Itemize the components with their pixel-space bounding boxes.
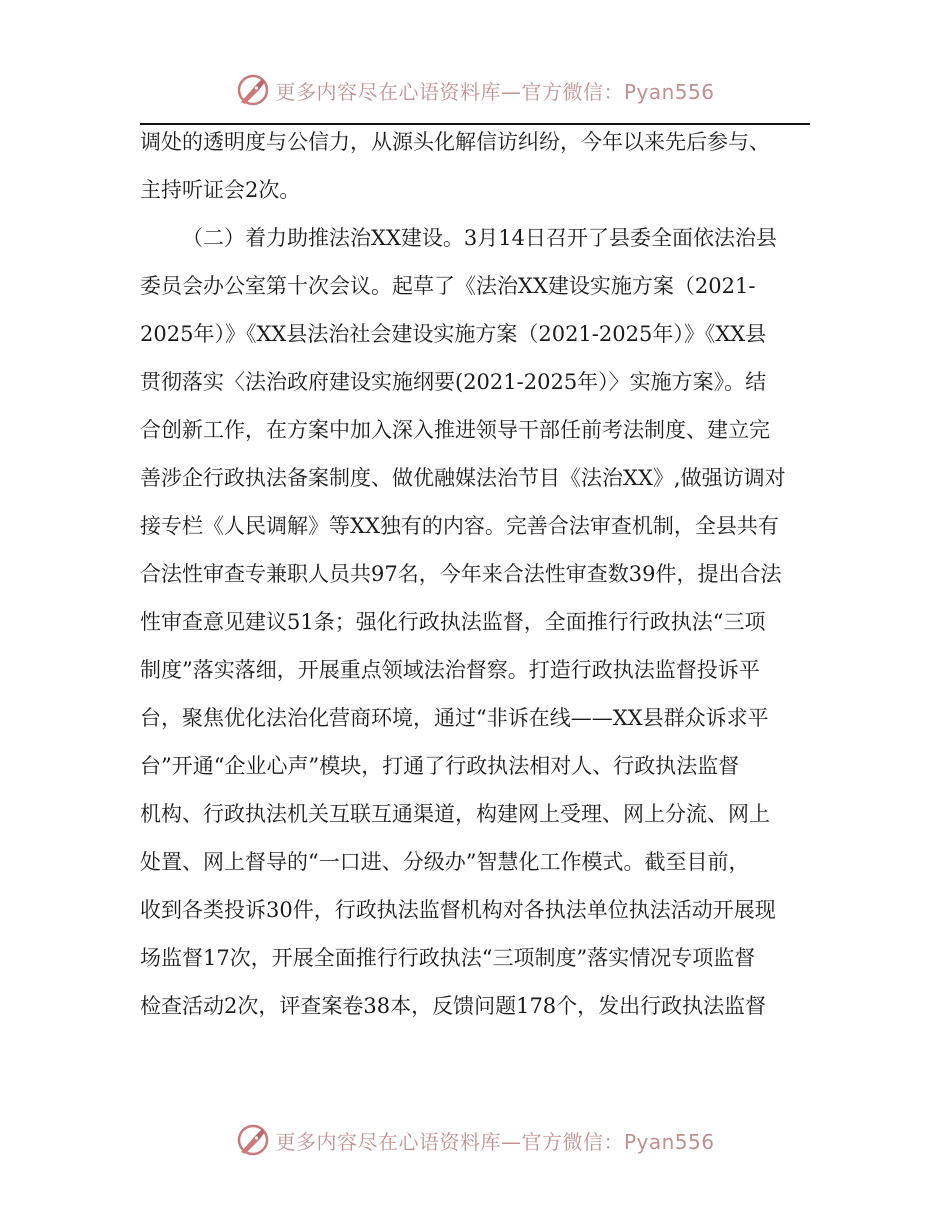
pen-nib-logo-icon (235, 1122, 271, 1158)
text-line: 接专栏《人民调解》等XX独有的内容。完善合法审查机制，全县共有 (140, 514, 779, 538)
text-line: 主持听证会2次。 (140, 178, 301, 202)
text-line: 调处的透明度与公信力，从源头化解信访纠纷，今年以来先后参与、 (140, 130, 770, 154)
text-line: 收到各类投诉30件，行政执法监督机构对各执法单位执法活动开展现 (140, 898, 776, 922)
document-body (140, 122, 810, 1034)
watermark-text: 更多内容尽在心语资料库—官方微信：Pyan556 (275, 1129, 715, 1154)
text-line: 委员会办公室第十次会议。起草了《法治XX建设实施方案（2021- (140, 274, 756, 298)
text-line: 机构、行政执法机关互联互通渠道，构建网上受理、网上分流、网上 (140, 802, 770, 826)
paragraph-heading-line: （二）着力助推法治XX建设。3月14日召开了县委全面依法治县 (182, 226, 777, 250)
text-line: 合法性审查专兼职人员共97名，今年来合法性审查数39件，提出合法 (140, 562, 782, 586)
text-line: 处置、网上督导的“一口进、分级办”智慧化工作模式。截至目前， (140, 850, 750, 874)
pen-nib-logo-icon (235, 72, 271, 108)
text-line: 贯彻落实〈法治政府建设实施纲要(2021-2025年）〉实施方案》。结 (140, 370, 767, 394)
text-line: 善涉企行政执法备案制度、做优融媒法治节目《法治XX》,做强访调对 (140, 466, 786, 490)
header-watermark (0, 70, 950, 110)
text-line: 性审查意见建议51条；强化行政执法监督，全面推行行政执法“三项 (140, 610, 766, 634)
text-line: 检查活动2次，评查案卷38本，反馈问题178个，发出行政执法监督 (140, 994, 767, 1018)
text-line: 2025年）》《XX县法治社会建设实施方案（2021-2025年）》《XX县 (140, 322, 767, 346)
footer-watermark (0, 1120, 950, 1160)
text-line: 台，聚焦优化法治化营商环境，通过“非诉在线——XX县群众诉求平 (140, 706, 769, 730)
text-line: 台”开通“企业心声”模块，打通了行政执法相对人、行政执法监督 (140, 754, 740, 778)
text-line: 合创新工作，在方案中加入深入推进领导干部任前考法制度、建立完 (140, 418, 770, 442)
text-line: 场监督17次，开展全面推行行政执法“三项制度”落实情况专项监督 (140, 946, 756, 970)
watermark-text: 更多内容尽在心语资料库—官方微信：Pyan556 (275, 79, 715, 104)
text-line: 制度”落实落细，开展重点领域法治督察。打造行政执法监督投诉平 (140, 658, 760, 682)
